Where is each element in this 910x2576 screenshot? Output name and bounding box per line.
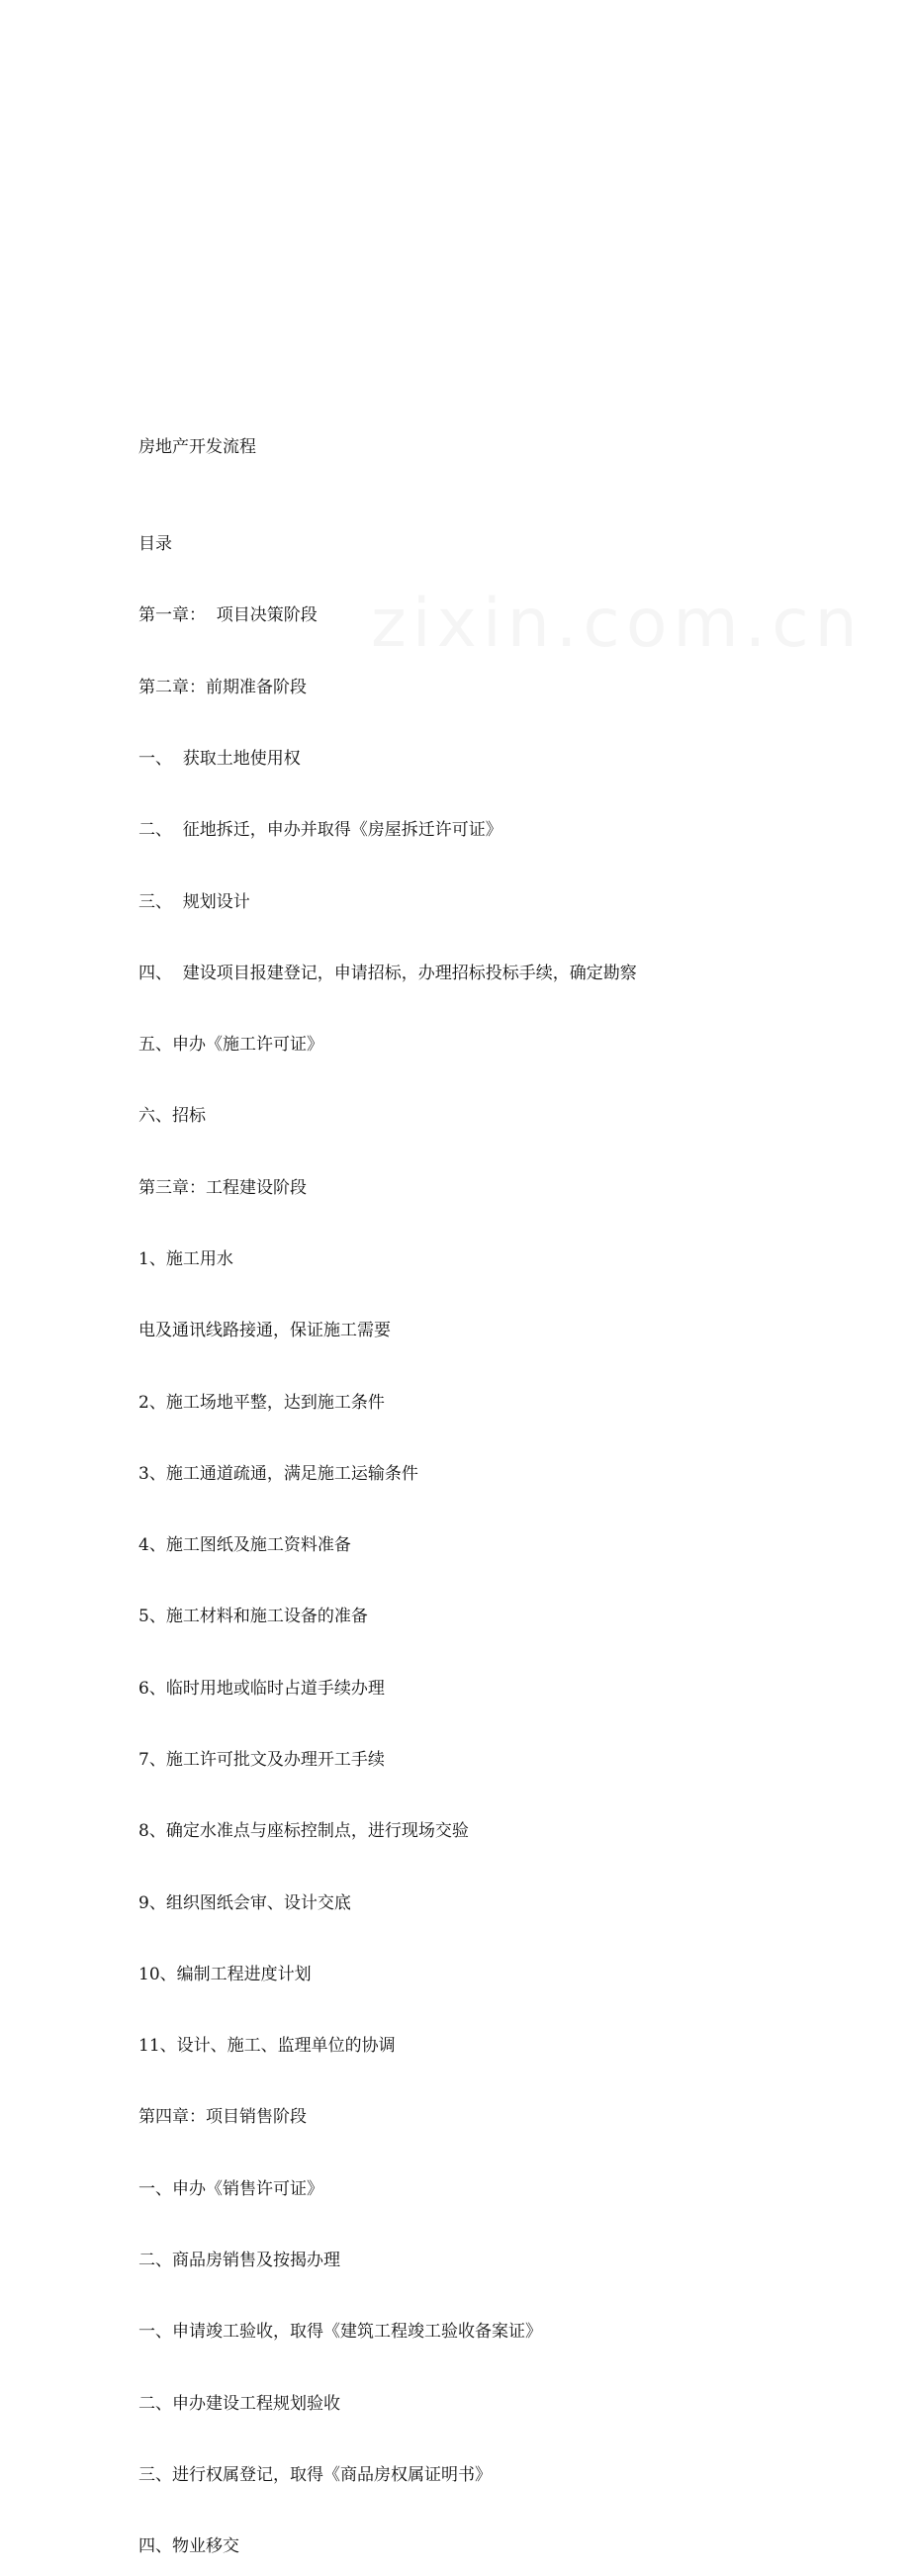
toc-line: 二、 征地拆迁，申办并取得《房屋拆迁许可证》 (138, 820, 502, 841)
toc-line: 目录 (138, 534, 172, 555)
toc-line: 五、申办《施工许可证》 (138, 1035, 323, 1056)
toc-line: 四、物业移交 (138, 2536, 239, 2557)
toc-line: 2、施工场地平整，达到施工条件 (138, 1392, 385, 1413)
toc-line: 6、临时用地或临时占道手续办理 (138, 1678, 385, 1699)
toc-line: 二、商品房销售及按揭办理 (138, 2250, 340, 2270)
toc-line: 三、进行权属登记，取得《商品房权属证明书》 (138, 2464, 492, 2485)
toc-line: 四、 建设项目报建登记，申请招标，办理招标投标手续，确定勘察 (138, 963, 637, 983)
toc-line: 7、施工许可批文及办理开工手续 (138, 1749, 385, 1770)
toc-line: 第三章：工程建设阶段 (138, 1177, 307, 1198)
toc-line: 第二章：前期准备阶段 (138, 677, 307, 697)
table-of-contents (138, 485, 637, 2576)
toc-line: 11、设计、施工、监理单位的协调 (138, 2036, 396, 2057)
toc-line: 电及通讯线路接通，保证施工需要 (138, 1321, 391, 1341)
toc-line: 一、 获取土地使用权 (138, 749, 301, 770)
toc-line: 5、施工材料和施工设备的准备 (138, 1607, 368, 1627)
toc-line: 二、申办建设工程规划验收 (138, 2393, 340, 2414)
toc-line: 第一章： 项目决策阶段 (138, 605, 318, 626)
toc-line: 4、施工图纸及施工资料准备 (138, 1535, 351, 1556)
toc-line: 8、确定水准点与座标控制点，进行现场交验 (138, 1821, 469, 1842)
toc-line: 三、 规划设计 (138, 891, 250, 912)
toc-line: 9、组织图纸会审、设计交底 (138, 1892, 351, 1913)
toc-line: 10、编制工程进度计划 (138, 1964, 312, 1984)
toc-line: 1、施工用水 (138, 1249, 233, 1269)
watermark: zixin.com.cn (371, 585, 864, 663)
document-title: 房地产开发流程 (138, 437, 256, 457)
toc-line: 六、招标 (138, 1106, 206, 1127)
toc-line: 一、申请竣工验收，取得《建筑工程竣工验收备案证》 (138, 2322, 542, 2343)
toc-line: 第四章：项目销售阶段 (138, 2107, 307, 2128)
toc-line: 3、施工通道疏通，满足施工运输条件 (138, 1463, 418, 1484)
toc-line: 一、申办《销售许可证》 (138, 2178, 323, 2199)
